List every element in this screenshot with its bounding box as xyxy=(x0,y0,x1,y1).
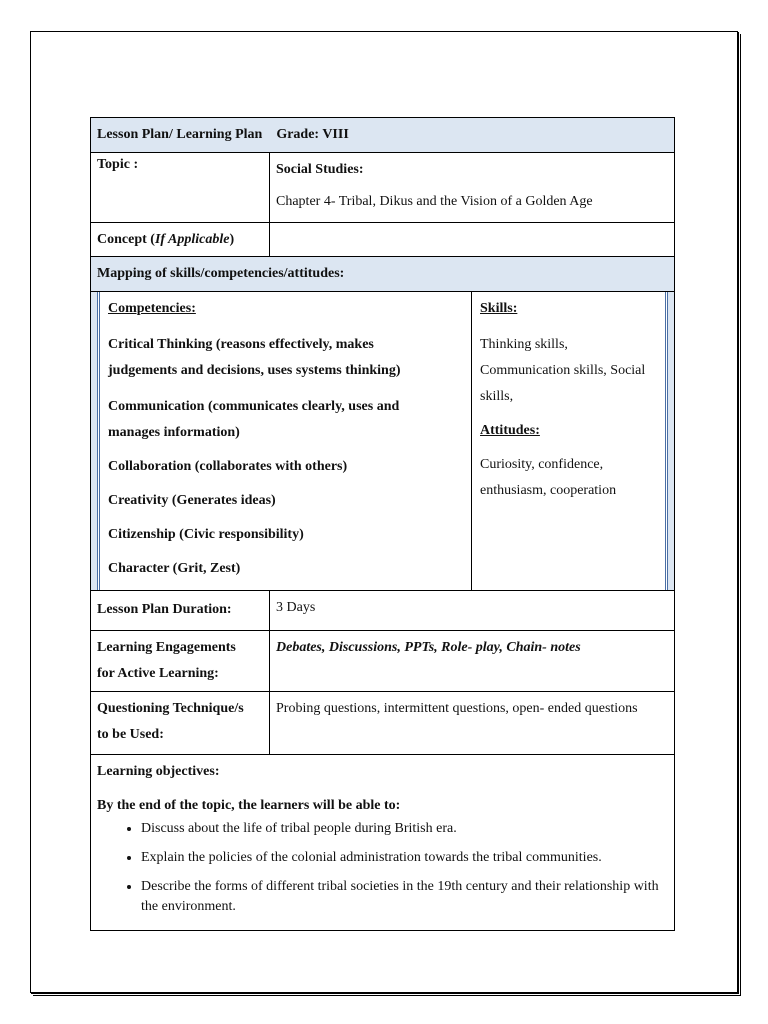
questioning-row xyxy=(91,692,674,755)
lesson-plan-table xyxy=(90,117,675,931)
engagements-row xyxy=(91,631,674,692)
competencies-row xyxy=(91,292,674,591)
competency-line: Critical Thinking (reasons effectively, makes xyxy=(108,337,374,352)
subject-text: Social Studies: xyxy=(276,162,364,177)
header-row xyxy=(91,118,674,153)
competency-line: judgements and decisions, uses systems thinking) xyxy=(108,363,401,378)
duration-label: Lesson Plan Duration: xyxy=(91,591,270,630)
attitudes-line: enthusiasm, cooperation xyxy=(480,483,617,498)
objective-item: • Discuss about the life of tribal people during British era. xyxy=(141,819,668,839)
skills-heading: Skills: xyxy=(480,301,518,316)
skills-line: skills, xyxy=(480,389,514,404)
plan-title: Lesson Plan/ Learning Plan xyxy=(97,127,263,142)
mapping-row xyxy=(91,257,674,292)
objectives-heading: Learning objectives: xyxy=(97,764,220,779)
skills-attitudes-column xyxy=(472,292,665,590)
competencies-column xyxy=(100,292,472,590)
objective-item: • Explain the policies of the colonial administration towards the tribal communities. xyxy=(141,848,668,868)
skills-line: Communication skills, Social xyxy=(480,363,646,378)
concept-row xyxy=(91,223,674,257)
competency-line: Collaboration (collaborates with others) xyxy=(108,459,348,474)
competencies-box xyxy=(97,292,668,590)
competency-line: Creativity (Generates ideas) xyxy=(108,493,276,508)
header-cell xyxy=(91,118,355,152)
concept-label: Concept (If Applicable) xyxy=(91,223,270,256)
objectives-cell xyxy=(91,755,674,917)
competency-line: manages information) xyxy=(108,425,240,440)
chapter-text: Chapter 4- Tribal, Dikus and the Vision of a Golden Age xyxy=(276,194,593,209)
attitudes-heading: Attitudes: xyxy=(480,423,540,438)
engagements-label: Learning Engagements for Active Learning: xyxy=(91,631,270,691)
objectives-row xyxy=(91,755,674,930)
objectives-intro: By the end of the topic, the learners will be able to: xyxy=(97,798,401,813)
competency-line: Communication (communicates clearly, uses and xyxy=(108,399,400,414)
topic-row xyxy=(91,153,674,223)
questioning-value: Probing questions, intermittent questions, open- ended questions xyxy=(276,701,638,716)
mapping-label: Mapping of skills/competencies/attitudes: xyxy=(97,266,345,281)
competency-line: Citizenship (Civic responsibility) xyxy=(108,527,304,542)
attitudes-line: Curiosity, confidence, xyxy=(480,457,604,472)
questioning-label: Questioning Technique/s to be Used: xyxy=(91,692,270,754)
competency-line: Character (Grit, Zest) xyxy=(108,561,241,576)
duration-row xyxy=(91,591,674,631)
duration-value: 3 Days xyxy=(276,600,316,615)
objective-item: • Describe the forms of different tribal societies in the 19th century and their relationship with the environment. xyxy=(141,877,668,917)
competencies-heading: Competencies: xyxy=(108,301,196,316)
concept-value xyxy=(270,223,674,256)
objectives-list xyxy=(97,819,668,917)
topic-label: Topic : xyxy=(91,153,270,222)
grade-label: Grade: VIII xyxy=(276,127,349,142)
engagements-value: Debates, Discussions, PPTs, Role- play, Chain- notes xyxy=(276,640,581,655)
skills-line: Thinking skills, xyxy=(480,337,568,352)
topic-value xyxy=(270,153,674,222)
competencies-wrap xyxy=(91,292,674,590)
